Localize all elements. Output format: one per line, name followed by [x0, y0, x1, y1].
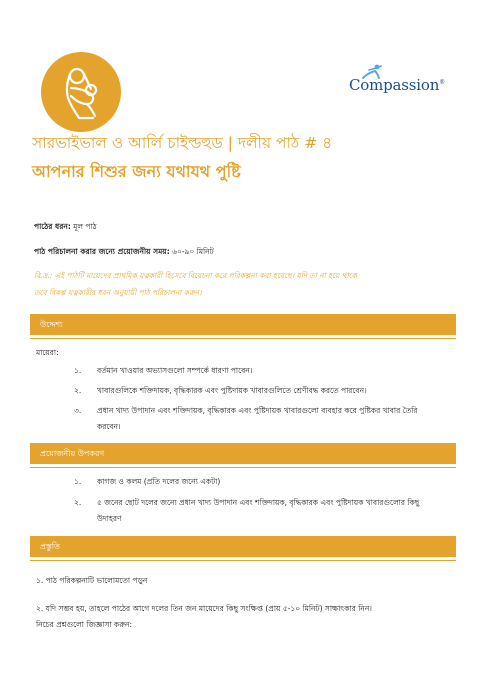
objective-text: প্রধান খাদ্য উপাদান এবং শক্তিদায়ক, বৃদ্ধিকারক এবং পুষ্টিদায়ক খাবারগুলো ব্যবহার করে পুষ্টিকর খাবার তৈরি: [97, 406, 418, 415]
material-text-continued: উদাহরণ: [97, 514, 122, 523]
material-text: ৫ জনের ছোট দলের জন্যে প্রধান খাদ্য উপাদান এবং শক্তিদায়ক, বৃদ্ধিকারক এবং পুষ্টিদায়ক খাবারগুলোর কিছু: [97, 498, 420, 507]
mother-child-icon: [41, 52, 121, 132]
preparation-item: ২. যদি সম্ভব হয়, তাহলে পাঠের আগে দলের তিন জন মায়েদের কিছু সংক্ষিপ্ত (প্রায় ৫-১০ মিনিট) সাক্ষাৎকার নিন।: [36, 604, 372, 613]
lesson-note-line: বি.দ্র.: এই পাঠটি মায়েদের প্রাথমিক যত্নকারী হিসেবে বিবেচনা করে পরিকল্পনা করা হয়েছে। যদি তা না হয়ে থাকে: [34, 271, 357, 280]
preparation-item: ১. পাঠ পরিকল্পনাটি ভালোমতো পড়ুন: [36, 576, 148, 585]
materials-heading: প্রয়োজনীয় উপকরণ: [30, 443, 456, 464]
compassion-logo: [349, 66, 449, 98]
objectives-intro: মায়েরা:: [36, 348, 59, 357]
material-number: ১.: [74, 477, 82, 486]
compassion-wordmark: Compassion®: [349, 76, 445, 94]
lesson-type: [34, 222, 97, 234]
lesson-title: আপনার শিশুর জন্য যথাযথ পুষ্টি: [32, 162, 241, 181]
material-text: কাগজ ও কলম (প্রতি দলের জন্যে একটা): [97, 477, 221, 486]
objective-text: খাবারগুলিকে শক্তিদায়ক, বৃদ্ধিকারক এবং পুষ্টিদায়ক খাবারগুলিতে শ্রেণীবদ্ধ করতে পারবেন।: [97, 386, 367, 395]
objective-number: ৩.: [74, 406, 82, 415]
lesson-type-value: মূল পাঠ: [73, 222, 97, 231]
objective-number: ২.: [74, 386, 82, 395]
preparation-divider: [30, 560, 456, 561]
preparation-heading: প্রস্তুতি: [30, 536, 456, 557]
lesson-duration-label: পাঠ পরিচালনা করার জন্যে প্রয়োজনীয় সময়:: [34, 247, 170, 256]
series-title: সারভাইভাল ও আর্লি চাইল্ডহুড | দলীয় পাঠ # ৪: [32, 134, 333, 152]
objective-number: ১.: [74, 366, 82, 375]
objectives-divider: [30, 338, 456, 339]
lesson-duration-value: ৬০-৯০ মিনিট: [172, 247, 214, 256]
lesson-note-line: তবে বিকল্প যত্নকারীর ধরন অনুযায়ী পাঠ পরিচালনা করুন।: [34, 288, 202, 297]
objective-text-continued: করবেন।: [97, 422, 121, 431]
objectives-heading: উদ্দেশ্য: [30, 314, 456, 335]
lesson-note: [34, 267, 454, 301]
preparation-item-continued: নিচের প্রশ্নগুলো জিজ্ঞাসা করুন:: [36, 620, 133, 629]
materials-divider: [30, 467, 456, 468]
material-number: ২.: [74, 498, 82, 507]
lesson-type-label: পাঠের ধরন:: [34, 222, 71, 231]
objective-text: বর্তমান খাওয়ার অভ্যাসগুলো সম্পর্কে ধারণা পাবেন।: [97, 366, 253, 375]
lesson-duration: [34, 247, 214, 259]
